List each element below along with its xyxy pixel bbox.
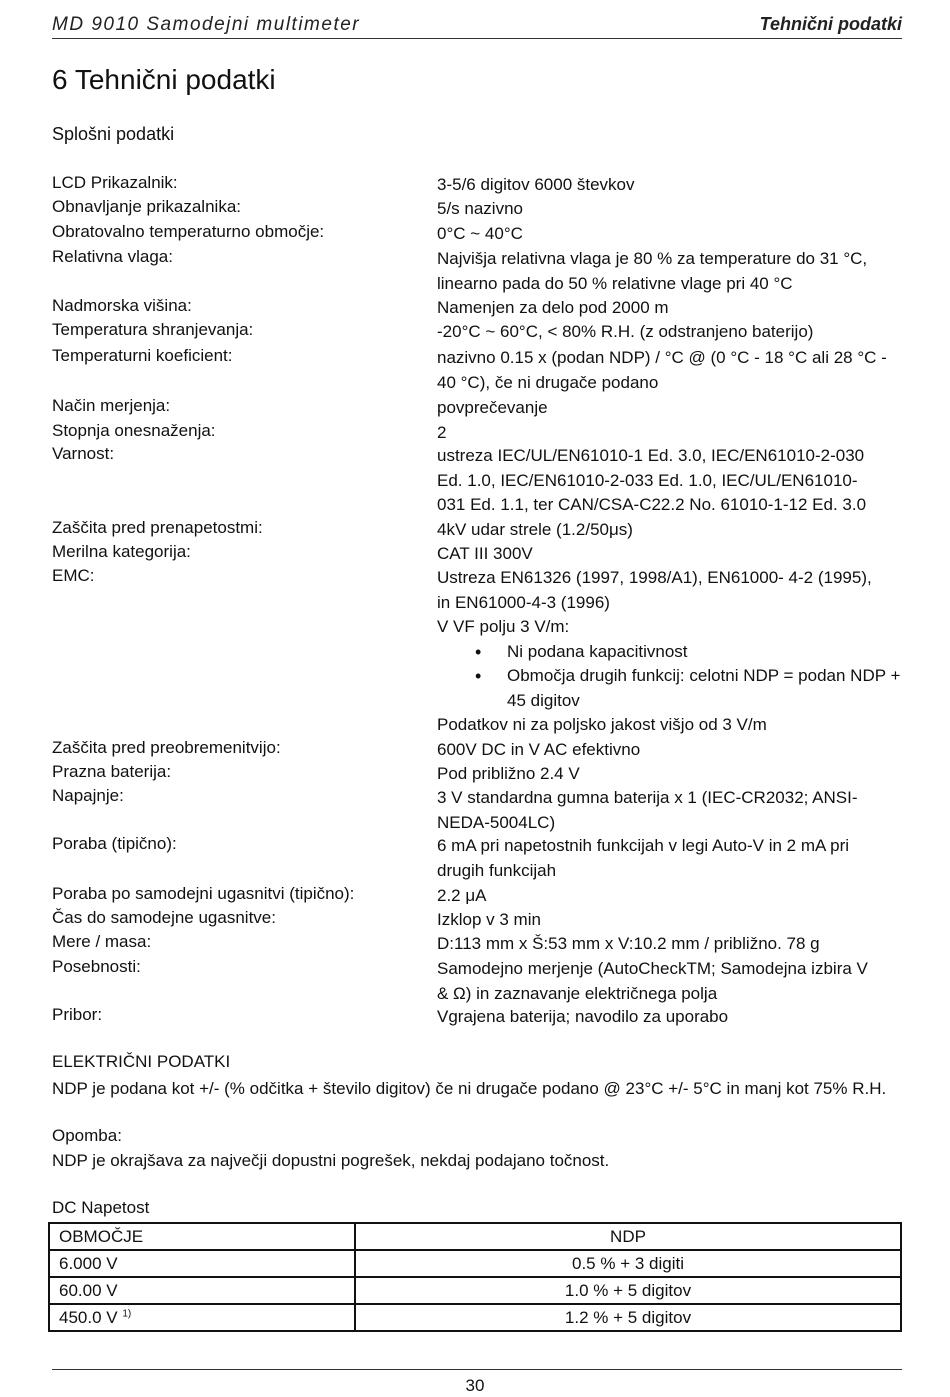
spec-label: Napajnje: (52, 786, 124, 805)
spec-value-line: 0°C ~ 40°C (437, 224, 523, 243)
spec-value-line: 5/s nazivno (437, 199, 523, 218)
spec-label: Obratovalno temperaturno območje: (52, 222, 325, 241)
spec-label: Temperatura shranjevanja: (52, 320, 254, 339)
spec-label: Relativna vlaga: (52, 247, 173, 266)
spec-label: EMC: (52, 566, 95, 585)
spec-value (437, 247, 902, 296)
spec-value-line: povprečevanje (437, 398, 548, 417)
table-row (49, 1250, 901, 1277)
header-section-title: Tehnični podatki (759, 14, 902, 34)
spec-label: Obnavljanje prikazalnika: (52, 197, 241, 216)
spec-label: LCD Prikazalnik: (52, 173, 178, 192)
spec-value-line: CAT III 300V (437, 544, 533, 563)
spec-value (437, 444, 902, 518)
spec-value (437, 396, 902, 421)
range-cell (49, 1250, 355, 1277)
note-text: NDP je okrajšava za največji dopustni pogrešek, nekdaj podajano točnost. (52, 1151, 610, 1170)
spec-value (437, 738, 902, 763)
spec-value (437, 957, 902, 1006)
spec-value (437, 786, 902, 835)
spec-value (437, 197, 902, 222)
spec-value-line: & Ω) in zaznavanje električnega polja (437, 983, 718, 1003)
spec-value (437, 884, 902, 909)
spec-label: Varnost: (52, 444, 115, 463)
spec-value-line: linearno pada do 50 % relativne vlage pri 40 °C (437, 273, 793, 293)
spec-label: Nadmorska višina: (52, 296, 192, 315)
spec-label: Stopnja onesnaženja: (52, 421, 216, 440)
table-header-row (49, 1223, 901, 1250)
spec-value-line: 3 V standardna gumna baterija x 1 (IEC-CR2032; ANSI- (437, 788, 858, 807)
spec-value-line: 2 (437, 423, 447, 442)
spec-label: Poraba po samodejni ugasnitvi (tipično): (52, 884, 355, 903)
spec-value-line: Vgrajena baterija; navodilo za uporabo (437, 1007, 729, 1026)
table-row (49, 1277, 901, 1304)
spec-value (437, 222, 902, 247)
dc-voltage-table (48, 1222, 902, 1332)
range-cell (49, 1304, 355, 1331)
ndp-cell: 1.2 % + 5 digitov (355, 1304, 901, 1331)
spec-value-line: 031 Ed. 1.1, ter CAN/CSA-C22.2 No. 61010-1-12 Ed. 3.0 (437, 495, 867, 514)
spec-value-line: D:113 mm x Š:53 mm x V:10.2 mm / približno. 78 g (437, 934, 820, 953)
table-row (49, 1304, 901, 1331)
spec-value (437, 932, 902, 957)
spec-value-line: -20°C ~ 60°C, < 80% R.H. (z odstranjeno baterijo) (437, 322, 814, 341)
spec-label: Mere / masa: (52, 932, 152, 951)
chapter-title: 6 Tehnični podatki (52, 64, 276, 95)
spec-value-line: 6 mA pri napetostnih funkcijah v legi Auto-V in 2 mA pri (437, 836, 850, 855)
electrical-text: NDP je podana kot +/- (% odčitka + število digitov) če ni drugače podano @ 23°C +/- 5°C in manj kot 75% R.H. (52, 1079, 887, 1098)
note-label: Opomba: (52, 1126, 122, 1145)
spec-label: Pribor: (52, 1005, 103, 1024)
spec-value-line: drugih funkcijah (437, 860, 557, 880)
range-value: 450.0 V (59, 1307, 118, 1327)
spec-value (437, 566, 902, 738)
range-value: 60.00 V (59, 1280, 118, 1300)
spec-value-line: 600V DC in V AC efektivno (437, 740, 641, 759)
section-subtitle: Splošni podatki (52, 124, 175, 144)
spec-value-line: 40 °C), če ni drugače podano (437, 372, 659, 392)
range-value: 6.000 V (59, 1253, 118, 1273)
spec-value-line: nazivno 0.15 x (podan NDP) / °C @ (0 °C - 18 °C ali 28 °C - (437, 348, 887, 367)
spec-label: Čas do samodejne ugasnitve: (52, 908, 276, 927)
spec-value-line: Samodejno merjenje (AutoCheckTM; Samodejna izbira V (437, 959, 868, 978)
footer-divider (52, 1369, 902, 1370)
column-header-ndp: NDP (355, 1223, 901, 1250)
spec-value-line: 2.2 μA (437, 886, 487, 905)
range-cell (49, 1277, 355, 1304)
spec-value-line: 3-5/6 digitov 6000 števkov (437, 175, 635, 194)
spec-value-line: 4kV udar strele (1.2/50μs) (437, 520, 633, 539)
ndp-cell: 0.5 % + 3 digiti (355, 1250, 901, 1277)
spec-value-line: Ed. 1.0, IEC/EN61010-2-033 Ed. 1.0, IEC/UL/EN61010- (437, 470, 858, 490)
spec-value-line: ustreza IEC/UL/EN61010-1 Ed. 3.0, IEC/EN61010-2-030 (437, 446, 865, 465)
electrical-heading: ELEKTRIČNI PODATKI (52, 1052, 231, 1071)
spec-label: Prazna baterija: (52, 762, 172, 781)
spec-label: Merilna kategorija: (52, 542, 191, 561)
spec-value-line: Najvišja relativna vlaga je 80 % za temperature do 31 °C, (437, 249, 868, 268)
spec-value (437, 908, 902, 933)
spec-value (437, 834, 902, 883)
spec-value (437, 173, 902, 198)
spec-value (437, 296, 902, 321)
spec-value (437, 320, 902, 345)
page-header (52, 12, 902, 39)
header-product-title: MD 9010 Samodejni multimeter (52, 14, 361, 35)
spec-value-line: NEDA-5004LC) (437, 812, 556, 832)
spec-label: Temperaturni koeficient: (52, 346, 233, 365)
spec-value-line: V VF polju 3 V/m: (437, 617, 570, 636)
bullet-item: • Območja drugih funkcij: celotni NDP = podan NDP + 45 digitov (437, 664, 902, 713)
spec-value-line: Izklop v 3 min (437, 910, 541, 929)
spec-label: Zaščita pred prenapetostmi: (52, 518, 263, 537)
spec-label: Zaščita pred preobremenitvijo: (52, 738, 281, 757)
bullet-item: • Ni podana kapacitivnost (437, 640, 902, 665)
spec-value (437, 762, 902, 787)
spec-value (437, 542, 902, 567)
spec-value (437, 421, 902, 446)
spec-label: Način merjenja: (52, 396, 171, 415)
column-header-range: OBMOČJE (49, 1223, 355, 1250)
ndp-cell: 1.0 % + 5 digitov (355, 1277, 901, 1304)
spec-value (437, 346, 902, 395)
spec-label: Posebnosti: (52, 957, 141, 976)
spec-value (437, 1005, 902, 1030)
spec-value-line: Pod približno 2.4 V (437, 764, 580, 783)
spec-label: Poraba (tipično): (52, 834, 177, 853)
dc-voltage-heading: DC Napetost (52, 1198, 150, 1217)
spec-value-line: in EN61000-4-3 (1996) (437, 592, 610, 612)
footnote-marker: 1) (122, 1307, 132, 1319)
spec-value-line: Namenjen za delo pod 2000 m (437, 298, 669, 317)
spec-value (437, 518, 902, 543)
spec-value-line: Ustreza EN61326 (1997, 1998/A1), EN61000- 4-2 (1995), (437, 568, 872, 587)
page-number: 30 (465, 1376, 485, 1395)
spec-value-line: Podatkov ni za poljsko jakost višjo od 3 V/m (437, 715, 767, 734)
